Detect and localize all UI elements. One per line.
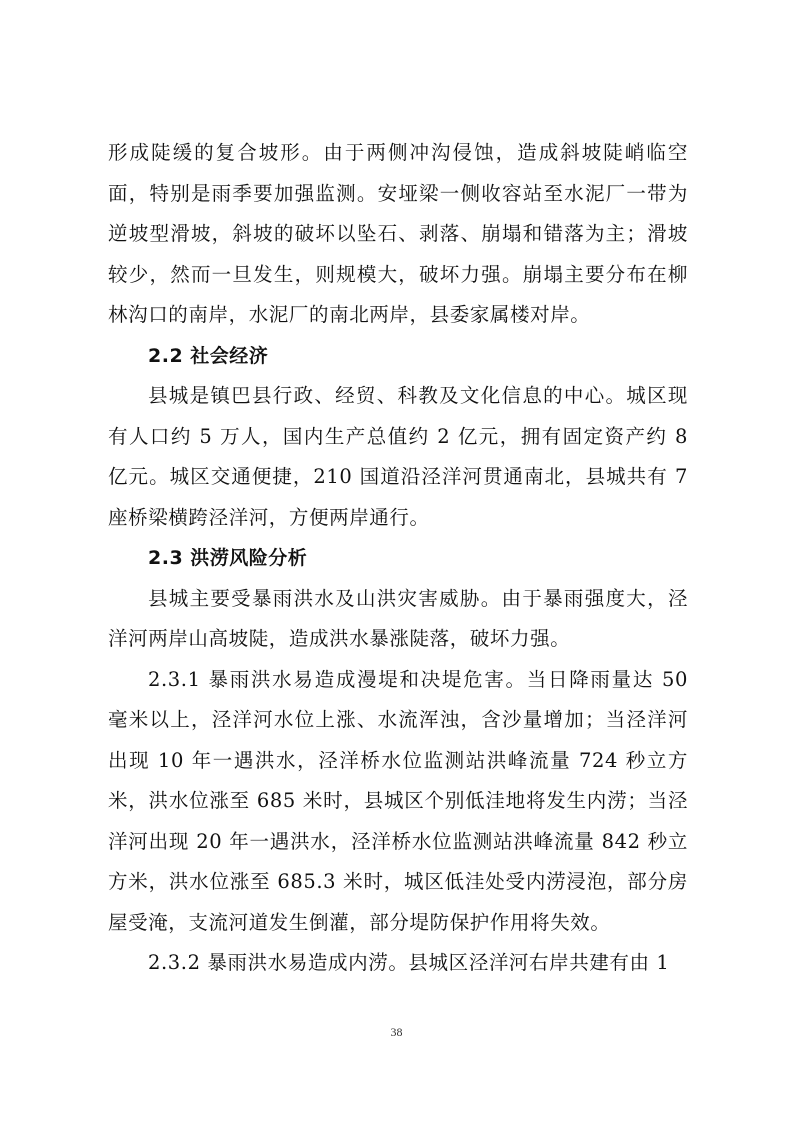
section-heading-2-2: 2.2 社会经济 xyxy=(148,344,269,367)
page-number: 38 xyxy=(390,1025,403,1039)
paragraph-geology-continued: 形成陡缓的复合坡形。由于两侧冲沟侵蚀，造成斜坡陡峭临空面，特别是雨季要加强监测。安垭梁一侧收容站至水泥厂一带为逆坡型滑坡，斜坡的破坏以坠石、剥落、崩塌和错落为主；滑坡较少，然而一旦发生，则规模大，破坏力强。崩塌主要分布在柳林沟口的南岸，水泥厂的南北两岸，县委家属楼对岸。 xyxy=(108,141,688,326)
paragraph-item-2-3-1: 2.3.1 暴雨洪水易造成漫堤和决堤危害。当日降雨量达 50 毫米以上，泾洋河水位上涨、水流浑浊，含沙量增加；当泾洋河出现 10 年一遇洪水，泾洋桥水位监测站洪峰流量 724 秒立方米，洪水位涨至 685 米时，县城区个别低洼地将发生内涝；当泾洋河出现 20 年一遇洪水，泾洋桥水位监测站洪峰流量 842 秒立方米，洪水位涨至 685.3 米时，城区低洼处受内涝浸泡，部分房屋受淹，支流河道发生倒灌，部分堤防保护作用将失效。 xyxy=(108,667,688,934)
paragraph-flood-risk-intro: 县城主要受暴雨洪水及山洪灾害威胁。由于暴雨强度大，泾洋河两岸山高坡陡，造成洪水暴涨陡落，破坏力强。 xyxy=(108,586,688,650)
section-heading-2-3: 2.3 洪涝风险分析 xyxy=(148,547,308,569)
paragraph-social-economy: 县城是镇巴县行政、经贸、科教及文化信息的中心。城区现有人口约 5 万人，国内生产总值约 2 亿元，拥有固定资产约 8 亿元。城区交通便捷，210 国道沿泾洋河贯通南北，县城共有 7 座桥梁横跨泾洋河，方便两岸通行。 xyxy=(108,384,688,529)
page-content xyxy=(108,133,688,984)
paragraph-item-2-3-2: 2.3.2 暴雨洪水易造成内涝。县城区泾洋河右岸共建有由 1 xyxy=(148,951,670,974)
